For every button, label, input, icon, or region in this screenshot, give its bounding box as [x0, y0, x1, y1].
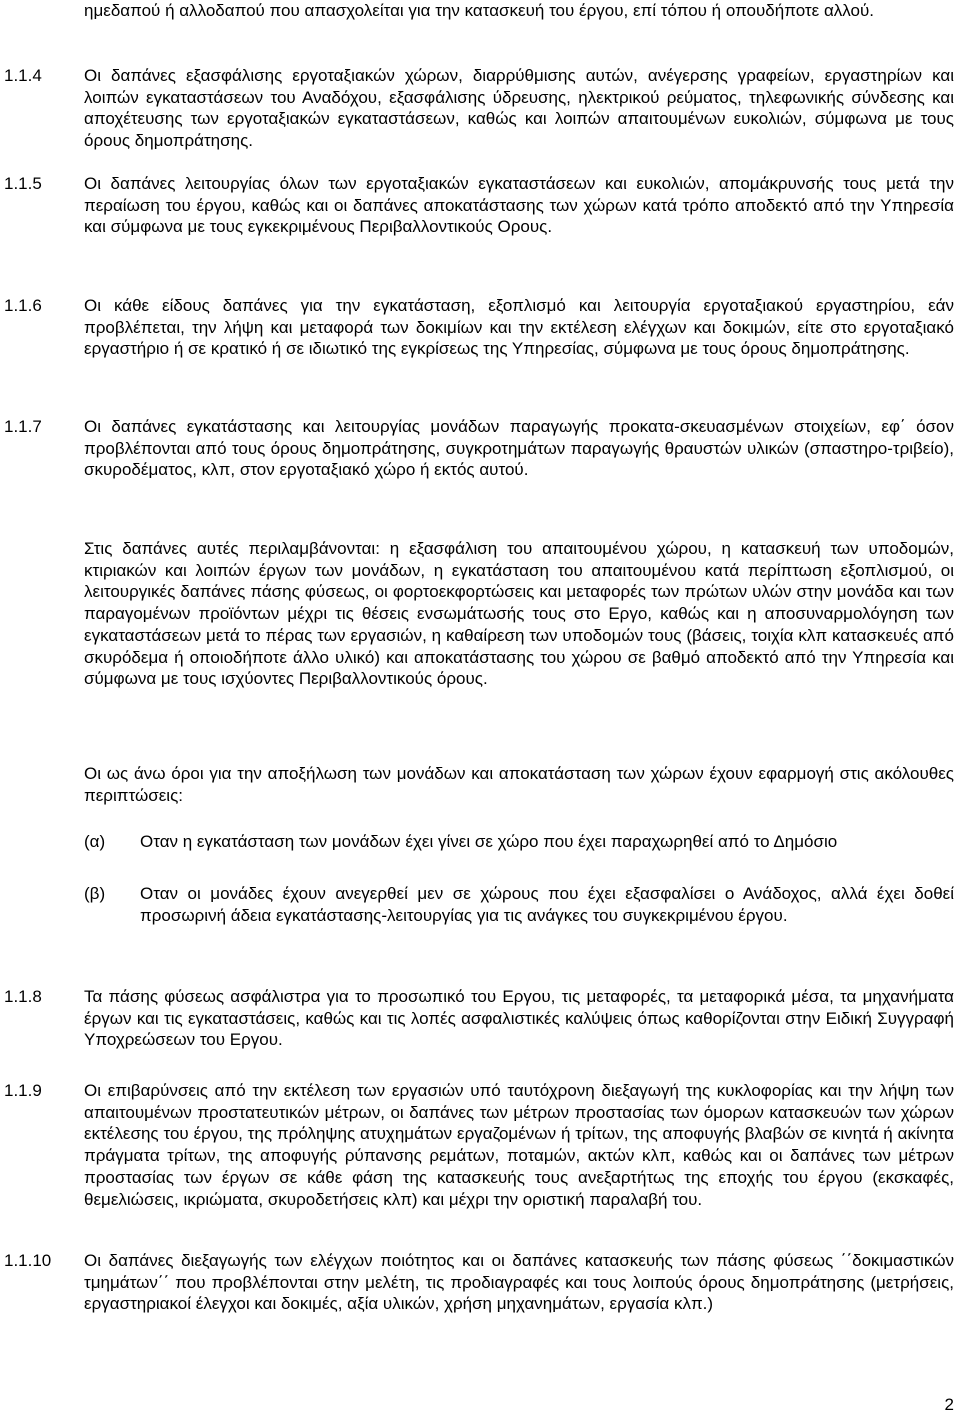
clause-1-1-9: [4, 1080, 954, 1210]
clause-number: 1.1.7: [4, 417, 42, 436]
case-text: Οταν η εγκατάσταση των μονάδων έχει γίνει σε χώρο που έχει παραχωρηθεί από το Δημόσιο: [140, 832, 838, 851]
clause-1-1-4: [4, 65, 954, 152]
clause-number: 1.1.8: [4, 987, 42, 1006]
clause-number: 1.1.4: [4, 66, 42, 85]
case-label: (β): [84, 884, 106, 903]
case-text: Οταν οι μονάδες έχουν ανεγερθεί μεν σε χώρους που έχει εξασφαλίσει ο Ανάδοχος, αλλά έχει δοθεί προσωρινή άδεια εγκατάστασης-λειτουργίας για τις ανάγκες του συγκεκριμένου έργου.: [140, 884, 954, 925]
clause-1-1-10: [4, 1250, 954, 1315]
clause-number: 1.1.5: [4, 174, 42, 193]
case-item-b: [84, 883, 954, 926]
clause-1-1-5: [4, 173, 954, 238]
terms-apply-paragraph: Οι ως άνω όροι για την αποξήλωση των μονάδων και αποκατάσταση των χώρων έχουν εφαρμογή στις ακόλουθες περιπτώσεις:: [84, 764, 954, 805]
clause-text: Οι δαπάνες λειτουργίας όλων των εργοταξιακών εγκαταστάσεων και ευκολιών, απομάκρυνσής τους μετά την περαίωση του έργου, καθώς και οι δαπάνες αποκατάστασης των χώρων κατά τρόπο αποδεκτό από την Υπηρεσία και σύμφωνα με τους εγκεκριμένους Περιβαλλοντικούς Ορους.: [84, 174, 954, 237]
page-number: 2: [944, 1395, 954, 1414]
clause-text: Τα πάσης φύσεως ασφάλιστρα για το προσωπικό του Εργου, τις μεταφορές, τα μεταφορικά μέσα, τα μηχανήματα έργων και τις εγκαταστάσεις, καθώς και τις λοπές ασφαλιστικές καλύψεις όπως καθορίζονται στην Ειδική Συγγραφή Υποχρεώσεων του Εργου.: [84, 987, 954, 1050]
costs-included-paragraph: Στις δαπάνες αυτές περιλαμβάνονται: η εξασφάλιση του απαιτουμένου χώρου, η κατασκευή των υποδομών, κτιριακών και λοιπών έργων των μονάδων, η εγκατάσταση του απαιτουμένου κατά περίπτωση εξοπλισμού, οι λειτουργικές δαπάνες πάσης φύσεως, οι φορτοεκφορτώσεις και μεταφορές των πρώτων υλών στην μονάδα και των παραγομένων προϊόντων μέχρι τις θέσεις ενσωμάτωσής τους στο Εργο, καθώς και η αποσυναρμολόγηση των εγκαταστάσεων μετά το πέρας των εργασιών, η καθαίρεση των υποδομών τους (βάσεις, τοιχία κλπ κατασκευές από σκυρόδεμα ή οποιοδήποτε άλλο υλικό) και αποκατάστασης του χώρου σε βαθμό αποδεκτό από την Υπηρεσία και σύμφωνα με τους ισχύοντες Περιβαλλοντικούς όρους.: [84, 539, 954, 689]
clause-1-1-6: [4, 295, 954, 360]
case-item-a: [84, 831, 954, 853]
clause-text: Οι δαπάνες εξασφάλισης εργοταξιακών χώρων, διαρρύθμισης αυτών, ανέγερσης γραφείων, εργαστηρίων και λοιπών εγκαταστάσεων του Αναδόχου, εξασφάλισης ύδρευσης, ηλεκτρικού ρεύματος, τηλεφωνικής σύνδεσης και αποχέτευσης των εργοταξιακών εγκαταστάσεων, καθώς και λοιπών απαιτουμένων ευκολιών, σύμφωνα με τους όρους δημοπράτησης.: [84, 66, 954, 151]
clause-1-1-7: [4, 416, 954, 481]
clause-text: Οι επιβαρύνσεις από την εκτέλεση των εργασιών υπό ταυτόχρονη διεξαγωγή της κυκλοφορίας και την λήψη των απαιτουμένων προστατευτικών μέτρων, οι δαπάνες των μέτρων προστασίας των όμορων κατασκευών των χώρων εκτέλεσης του έργου, της πρόληψης ατυχημάτων εργαζομένων ή τρίτων, της αποφυγής βλαβών σε κινητά ή ακίνητα πράγματα τρίτων, της αποφυγής ρύπανσης ρεμάτων, ποταμών, ακτών κλπ, καθώς και οι δαπάνες των μέτρων προστασίας των έργων σε κάθε φάση της κατασκευής τους ανεξαρτήτως της εποχής του έργου (εκσκαφές, θεμελιώσεις, ικριώματα, σκυροδετήσεις κλπ) και μέχρι την οριστική παραλαβή του.: [84, 1081, 954, 1209]
case-label: (α): [84, 832, 106, 851]
clause-number: 1.1.6: [4, 296, 42, 315]
clause-number: 1.1.9: [4, 1081, 42, 1100]
clause-text: Οι δαπάνες εγκατάστασης και λειτουργίας μονάδων παραγωγής προκατα-σκευασμένων στοιχείων, εφ΄ όσον προβλέπονται από τους όρους δημοπράτησης, συγκροτημάτων παραγωγής θραυστών υλικών (σπαστηρο-τριβείο), σκυροδέματος, κλπ, στον εργοταξιακό χώρο ή εκτός αυτού.: [84, 417, 954, 480]
clause-number: 1.1.10: [4, 1251, 52, 1270]
clause-1-1-8: [4, 986, 954, 1051]
intro-continued-paragraph: ημεδαπού ή αλλοδαπού που απασχολείται για την κατασκευή του έργου, επί τόπου ή οπουδήποτε αλλού.: [84, 1, 874, 20]
clause-text: Οι δαπάνες διεξαγωγής των ελέγχων ποιότητος και οι δαπάνες κατασκευής των πάσης φύσεως ΄΄δοκιμαστικών τμημάτων΄΄ που προβλέπονται στην μελέτη, τις προδιαγραφές και τους λοιπούς όρους δημοπράτησης (μετρήσεις, εργαστηριακοί έλεγχοι και δοκιμές, αξία υλικών, χρήση μηχανημάτων, εργασία κλπ.): [84, 1251, 954, 1314]
clause-text: Οι κάθε είδους δαπάνες για την εγκατάσταση, εξοπλισμό και λειτουργία εργοταξιακού εργαστηρίου, εάν προβλέπεται, την λήψη και μεταφορά των δοκιμίων και την εκτέλεση ελέγχων και δοκιμών, είτε στο εργοταξιακό εργαστήριο ή σε κρατικό ή σε ιδιωτικό της εγκρίσεως της Υπηρεσίας, σύμφωνα με τους όρους δημοπράτησης.: [84, 296, 954, 359]
